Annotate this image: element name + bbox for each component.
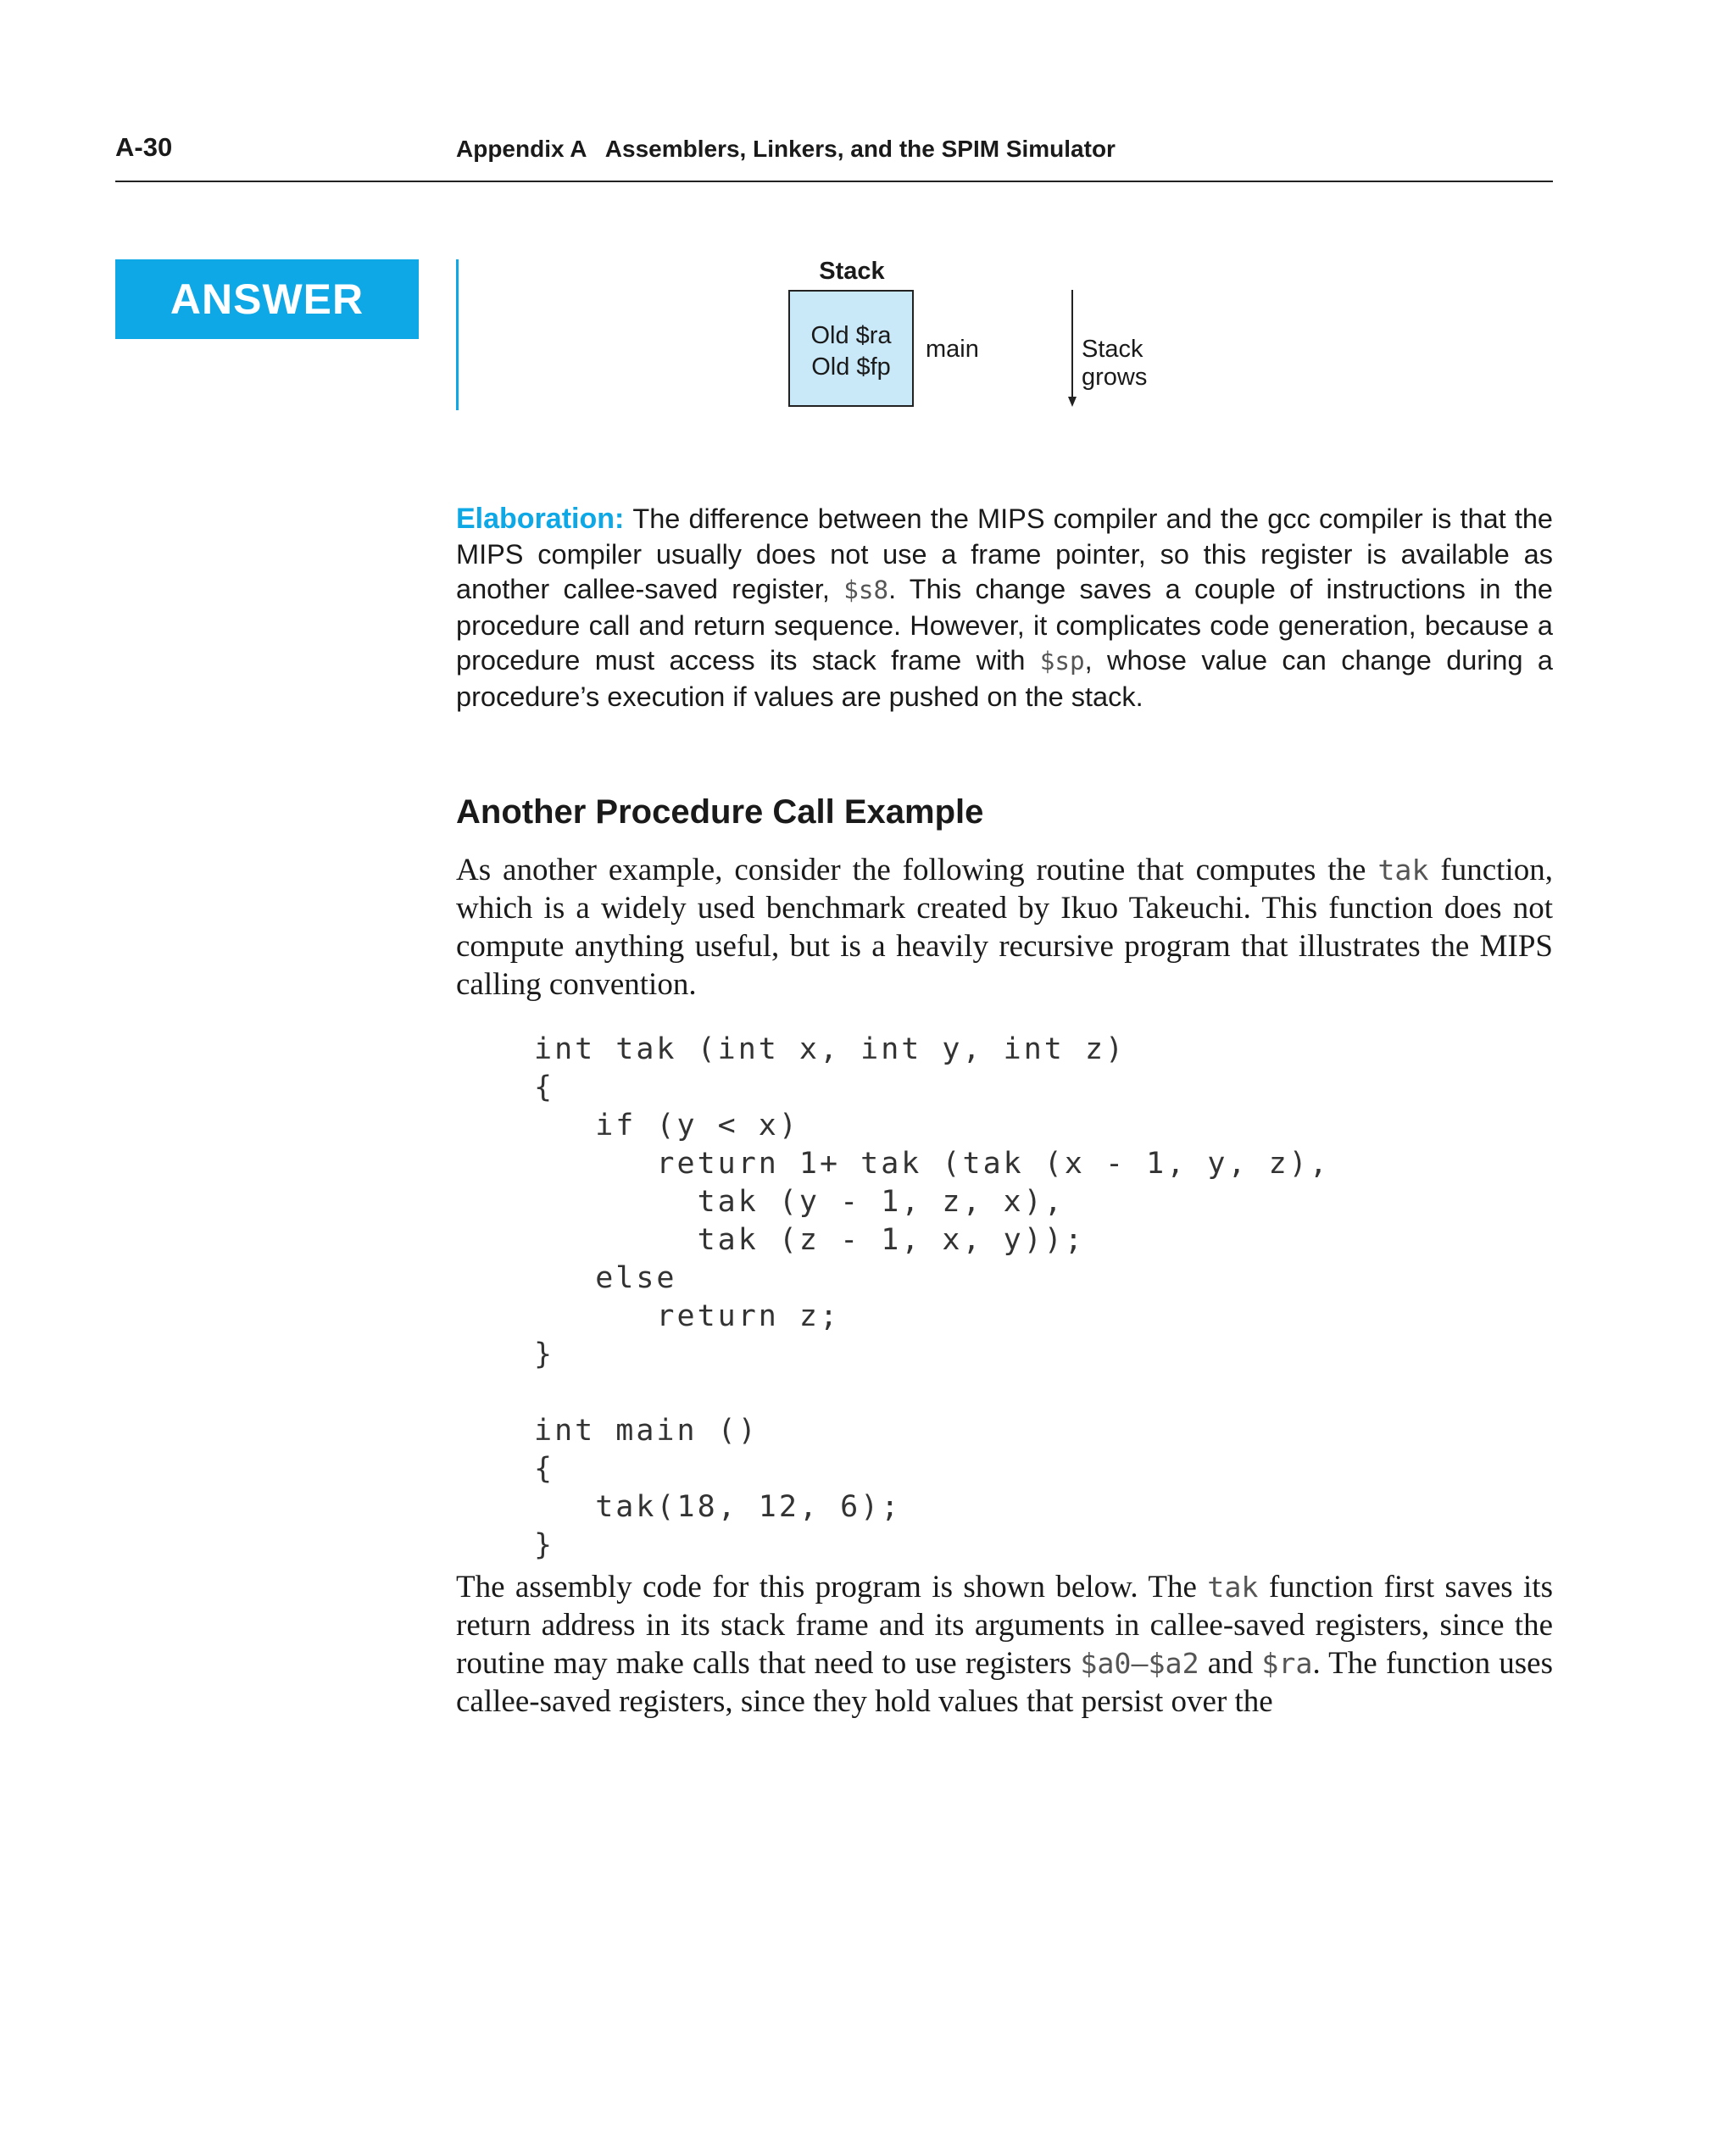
answer-bar <box>456 259 459 410</box>
header-rule <box>115 181 1553 182</box>
closing-paragraph <box>456 1568 1553 1721</box>
elaboration-lead: Elaboration: <box>456 503 625 535</box>
stack-frame-label: main <box>926 336 979 363</box>
closing-text: function first saves its return address in its stack frame and its arguments in callee-saved registers, since the routine may make calls that need to use registers <box>456 1570 1553 1681</box>
elaboration-text: The difference between the MIPS compiler and the gcc compiler is that the MIPS compiler usually does not use a frame pointer, so this register is available as another callee-saved register, <box>456 503 1553 604</box>
register-sp: $sp <box>1039 647 1085 676</box>
stack-grows-label: Stack grows <box>1082 336 1148 391</box>
page-number: A-30 <box>115 132 173 162</box>
code-ra: $ra <box>1261 1647 1313 1680</box>
answer-label: ANSWER <box>115 259 419 339</box>
stack-frame-box <box>788 290 914 407</box>
elaboration-text: . This change saves a couple of instructions in the procedure call and return sequence. However, it complicates code generation, because a procedure must access its stack frame with <box>456 574 1553 676</box>
register-s8: $s8 <box>843 576 889 604</box>
closing-text: . The function uses callee-saved registers, since they hold values that persist over the <box>456 1646 1553 1719</box>
elaboration-paragraph <box>456 502 1553 715</box>
intro-paragraph <box>456 851 1553 1004</box>
stack-cell-old-ra: Old $ra <box>810 322 892 349</box>
code-listing: int tak (int x, int y, int z) { if (y < x) return 1+ tak (tak (x - 1, y, z), tak (y - 1, z, x), tak (z - 1, x, y)); else return z; } int main () { tak(18, 12, 6); } <box>534 1032 1330 1562</box>
section-title: Another Procedure Call Example <box>456 793 984 831</box>
code-tak: tak <box>1377 854 1429 887</box>
intro-text: function, which is a widely used benchmark created by Ikuo Takeuchi. This function does not compute anything useful, but is a heavily recursive program that illustrates the MIPS calling convention. <box>456 853 1553 1002</box>
stack-title: Stack <box>819 258 885 285</box>
intro-text: As another example, consider the following routine that computes the <box>456 853 1378 887</box>
code-tak: tak <box>1207 1571 1259 1604</box>
code-a0-a2: $a0–$a2 <box>1080 1647 1199 1680</box>
elaboration-text: , whose value can change during a procedure’s execution if values are pushed on the stack. <box>456 645 1553 712</box>
running-head: Appendix A Assemblers, Linkers, and the SPIM Simulator <box>456 136 1116 162</box>
stack-cell-old-fp: Old $fp <box>811 353 891 381</box>
closing-text: The assembly code for this program is shown below. The <box>456 1570 1208 1604</box>
stack-grows-arrow-icon <box>1066 290 1078 409</box>
closing-text: and <box>1199 1646 1262 1681</box>
